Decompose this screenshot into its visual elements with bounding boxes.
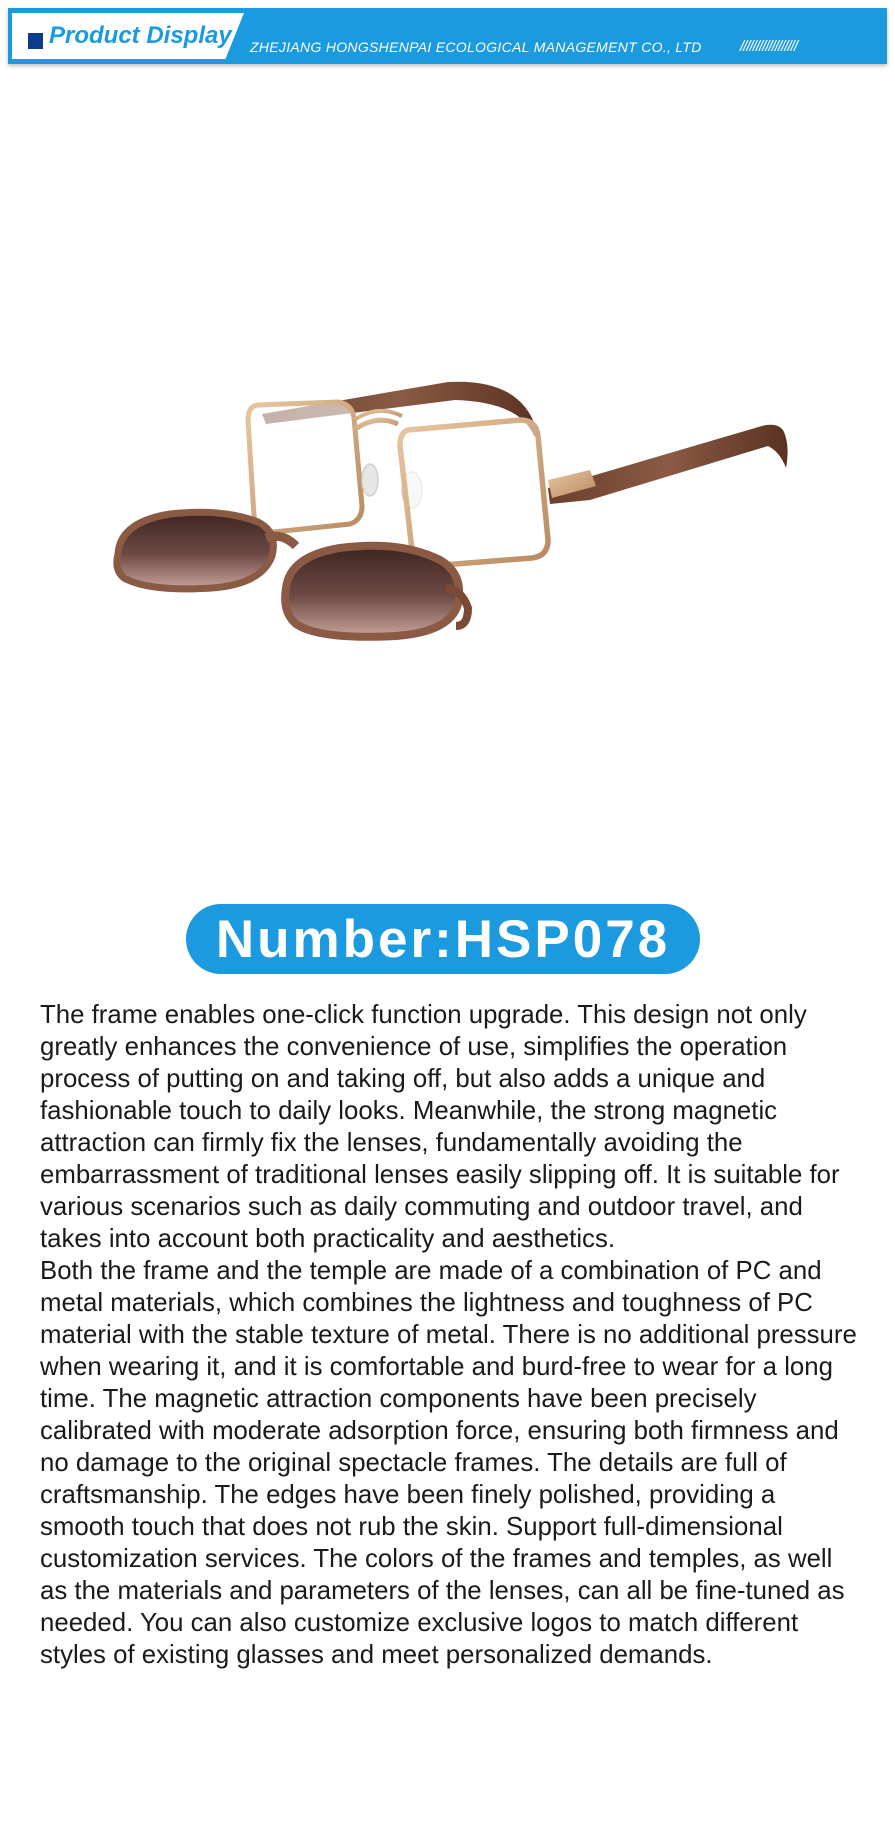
glasses-with-magnetic-clip-on-sunglasses-icon [0,64,895,894]
product-description [40,999,860,1671]
model-number-badge [186,904,700,974]
description-paragraph: The frame enables one-click function upgrade. This design not only greatly enhances the convenience of use, simplifies the operation process of putting on and taking off, but also adds a unique and fashionable touch to daily looks. Meanwhile, the strong magnetic attraction can firmly fix the lenses, fundamentally avoiding the embarrassment of traditional lenses easily slipping off. It is suitable for various scenarios such as daily commuting and outdoor travel, and takes into account both practicality and aesthetics. [40,1001,840,1253]
header-banner [8,8,887,64]
header-title: Product Display [49,22,232,49]
model-number: Number:HSP078 [215,909,671,969]
square-bullet-icon [28,33,43,49]
description-paragraph: Both the frame and the temple are made of a combination of PC and metal materials, which combines the lightness and toughness of PC material with the stable texture of metal. There is no additional pressure when wearing it, and it is comfortable and burd-free to wear for a long time. The magnetic attraction components have been precisely calibrated with moderate adsorption force, ensuring both firmness and no damage to the original spectacle frames. The details are full of craftsmanship. The edges have been finely polished, providing a smooth touch that does not rub the skin. Support full-dimensional customization services. The colors of the frames and temples, as well as the materials and parameters of the lenses, can all be fine-tuned as needed. You can also customize exclusive logos to match different styles of existing glasses and meet personalized demands. [40,1257,857,1669]
header-decoration: ////////////////// [740,38,798,55]
company-name: ZHEJIANG HONGSHENPAI ECOLOGICAL MANAGEMENT CO., LTD [250,39,702,55]
product-image [0,64,895,894]
